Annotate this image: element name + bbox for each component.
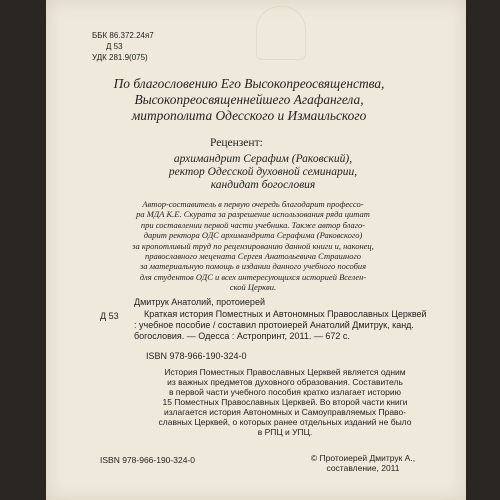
annotation-line: славных Церквей, о которых ранее отдельных изданий не было bbox=[158, 417, 412, 427]
annotation-line: в первой части учебного пособия кратко излагает историю bbox=[169, 387, 401, 397]
blessing bbox=[54, 76, 444, 124]
ack-line: дарит ректора ОДС архимандрита Серафима (Раковского) bbox=[143, 230, 363, 241]
title-verso-page bbox=[46, 0, 466, 500]
biblio-description: Краткая история Поместных и Автономных Православных Церквей : учебное пособие / составил протоиерей Анатолий Дмитрук, канд. богословия. — Одесса : Астропринт, 2011. — 672 с. bbox=[134, 309, 427, 341]
author-sign: Д 53 bbox=[106, 42, 123, 51]
bbk-code: ББК 86.372.24я7 bbox=[92, 31, 154, 40]
ack-line: ра МДА К.Е. Скурата за разрешение использования ряда цитат bbox=[136, 209, 370, 220]
reviewer-line: архимандрит Серафим (Раковский), bbox=[173, 153, 353, 165]
ack-line: для студентов ОДС и всех интересующихся историей Вселен- bbox=[139, 271, 367, 282]
reviewer-heading: Рецензент: bbox=[210, 137, 263, 149]
copyright-line: © Протоиерей Дмитрук А., bbox=[310, 453, 416, 463]
biblio-author: Дмитрук Анатолий, протоиерей bbox=[134, 297, 265, 307]
annotation-line: из важных предметов духовного образования. Составитель bbox=[167, 377, 403, 387]
annotation-line: 15 Поместных Православных Церквей. Во второй части книги bbox=[162, 397, 408, 407]
blessing-line: По благословению Его Высокопреосвященства, bbox=[113, 76, 385, 91]
annotation bbox=[140, 367, 430, 437]
reviewer-block bbox=[98, 153, 428, 192]
footer-isbn: ISBN 978-966-190-324-0 bbox=[100, 455, 195, 465]
annotation-line: излагается история Автономных и Самоуправляемых Право- bbox=[163, 407, 407, 417]
ack-line: за материальную помощь в издании данного учебного пособия bbox=[139, 261, 367, 272]
copyright-line: составление, 2011 bbox=[326, 463, 400, 473]
blessing-line: митрополита Одесского и Измаильского bbox=[131, 108, 367, 123]
annotation-line: История Поместных Православных Церквей является одним bbox=[164, 367, 406, 377]
ack-line: Автор-составитель в первую очередь благодарит профессо- bbox=[142, 199, 364, 209]
biblio-isbn: ISBN 978-966-190-324-0 bbox=[146, 351, 247, 361]
udk-code: УДК 281.9(075) bbox=[92, 53, 148, 62]
reviewer-line: кандидат богословия bbox=[210, 179, 316, 191]
ack-line: при составлении первой части учебника. Также автор благо- bbox=[140, 219, 366, 230]
biblio-index: Д 53 bbox=[100, 311, 119, 321]
reviewer-line: ректор Одесской духовной семинарии, bbox=[168, 166, 358, 178]
acknowledgement bbox=[108, 199, 398, 293]
annotation-line: в РПЦ и УПЦ. bbox=[257, 427, 313, 437]
copyright bbox=[293, 453, 433, 473]
ack-line: за кропотливый труд по рецензированию данной книги и, наконец, bbox=[132, 240, 374, 251]
blessing-line: Высокопреосвященнейшего Агафангела, bbox=[134, 92, 364, 107]
ack-line: ской Церкви. bbox=[229, 282, 277, 293]
bleed-through-emblem bbox=[256, 6, 306, 60]
ack-line: православного мецената Сергея Анатольевича Страшного bbox=[144, 251, 362, 262]
